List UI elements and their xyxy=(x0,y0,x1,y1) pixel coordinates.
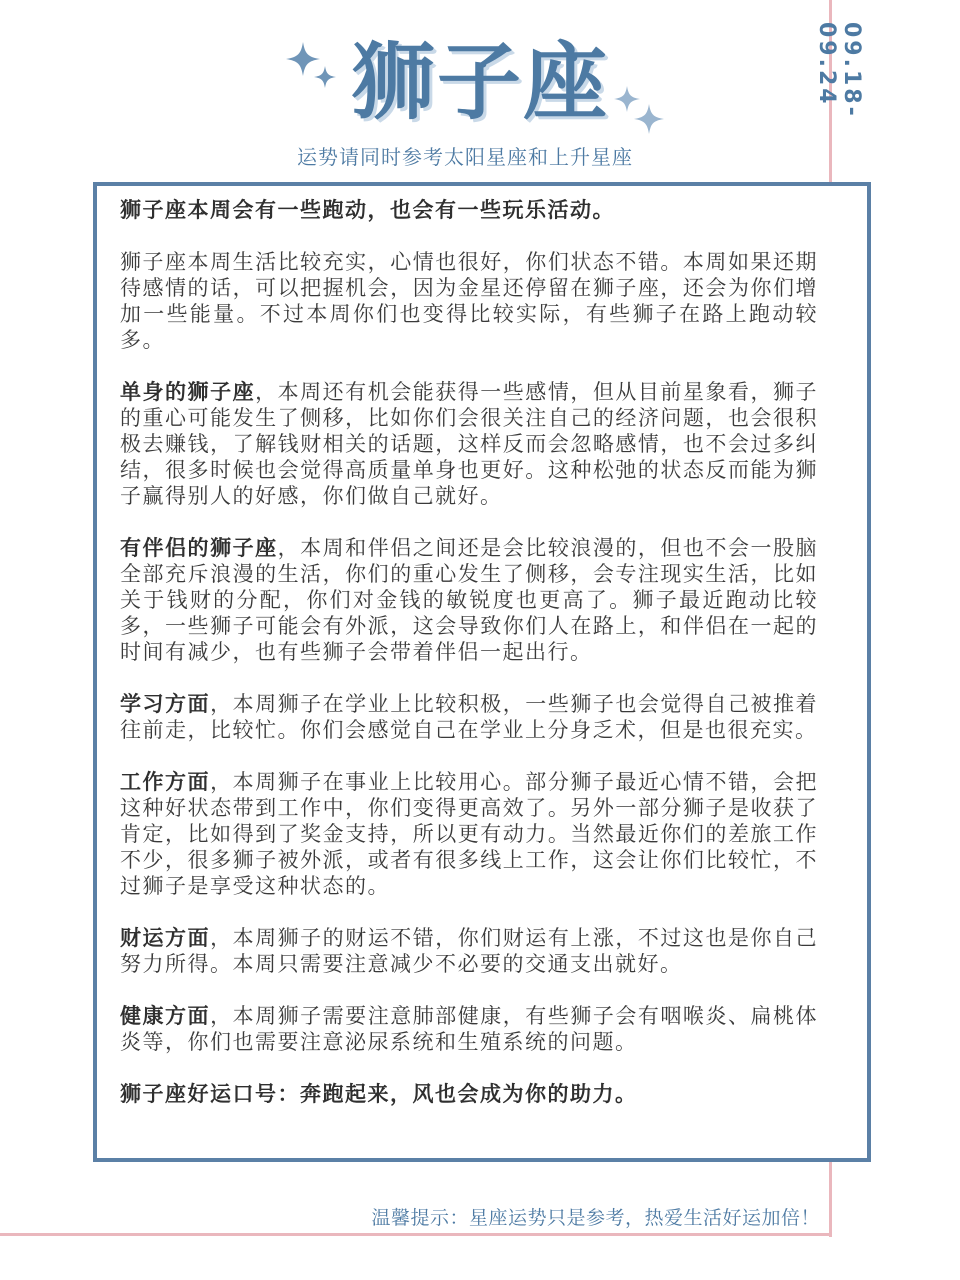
section-text: ，本周狮子的财运不错，你们财运有上涨，不过这也是你自己努力所得。本周只需要注意减少不必要的交通支出就好。 xyxy=(120,926,819,976)
section-heading: 财运方面 xyxy=(120,926,211,950)
intro-heading: 狮子座本周会有一些跑动，也会有一些玩乐活动。 xyxy=(120,198,615,222)
date-range: 09.18-09.24 xyxy=(814,22,864,119)
section-partnered xyxy=(120,535,818,665)
section-single xyxy=(120,379,818,509)
section-study xyxy=(120,691,818,743)
section-text: ，本周狮子在学业上比较积极，一些狮子也会觉得自己被推着往前走，比较忙。你们会感觉自己在学业上分身乏术，但是也很充实。 xyxy=(120,692,819,742)
section-heading: 健康方面 xyxy=(120,1004,211,1028)
footer-tip: 温馨提示：星座运势只是参考，热爱生活好运加倍！ xyxy=(371,1207,820,1229)
page-title: 狮子座 xyxy=(350,33,609,131)
overview-paragraph: 狮子座本周生活比较充实，心情也很好，你们状态不错。本周如果还期待感情的话，可以把握机会，因为金星还停留在狮子座，还会为你们增加一些能量。不过本周你们也变得比较实际，有些狮子在路上跑动较多。 xyxy=(120,250,818,352)
section-heading: 单身的狮子座 xyxy=(120,380,256,404)
sparkle-icon xyxy=(634,104,664,134)
section-work xyxy=(120,769,818,899)
section-heading: 有伴侣的狮子座 xyxy=(120,536,278,560)
section-text: ，本周和伴侣之间还是会比较浪漫的，但也不会一股脑全部充斥浪漫的生活，你们的重心发生了侧移，会专注现实生活，比如关于钱财的分配，你们对金钱的敏锐度也更高了。狮子最近跑动比较多，一些狮子可能会有外派，这会导致你们人在路上，和伴侣在一起的时间有减少，也有些狮子会带着伴侣一起出行。 xyxy=(120,536,819,664)
sparkle-icon xyxy=(314,66,336,88)
section-text: ，本周狮子在事业上比较用心。部分狮子最近心情不错，会把这种好状态带到工作中，你们变得更高效了。另外一部分狮子是收获了肯定，比如得到了奖金支持，所以更有动力。当然最近你们的差旅工作不少，很多狮子被外派，或者有很多线上工作，这会让你们比较忙，不过狮子是享受这种状态的。 xyxy=(120,770,819,898)
section-health xyxy=(120,1003,818,1055)
section-wealth xyxy=(120,925,818,977)
lucky-slogan: 狮子座好运口号：奔跑起来，风也会成为你的助力。 xyxy=(120,1082,638,1106)
section-heading: 工作方面 xyxy=(120,770,211,794)
section-text: ，本周狮子需要注意肺部健康，有些狮子会有咽喉炎、扁桃体炎等，你们也需要注意泌尿系统和生殖系统的问题。 xyxy=(120,1004,819,1054)
article-body xyxy=(120,197,818,1133)
pink-border-horizontal xyxy=(0,1233,832,1236)
page-subtitle: 运势请同时参考太阳星座和上升星座 xyxy=(297,145,633,169)
section-text: ，本周还有机会能获得一些感情，但从目前星象看，狮子的重心可能发生了侧移，比如你们会很关注自己的经济问题，也会很积极去赚钱，了解钱财相关的话题，这样反而会忽略感情，也不会过多纠结，很多时候也会觉得高质量单身也更好。这种松弛的状态反而能为狮子赢得别人的好感，你们做自己就好。 xyxy=(120,380,819,508)
section-heading: 学习方面 xyxy=(120,692,211,716)
